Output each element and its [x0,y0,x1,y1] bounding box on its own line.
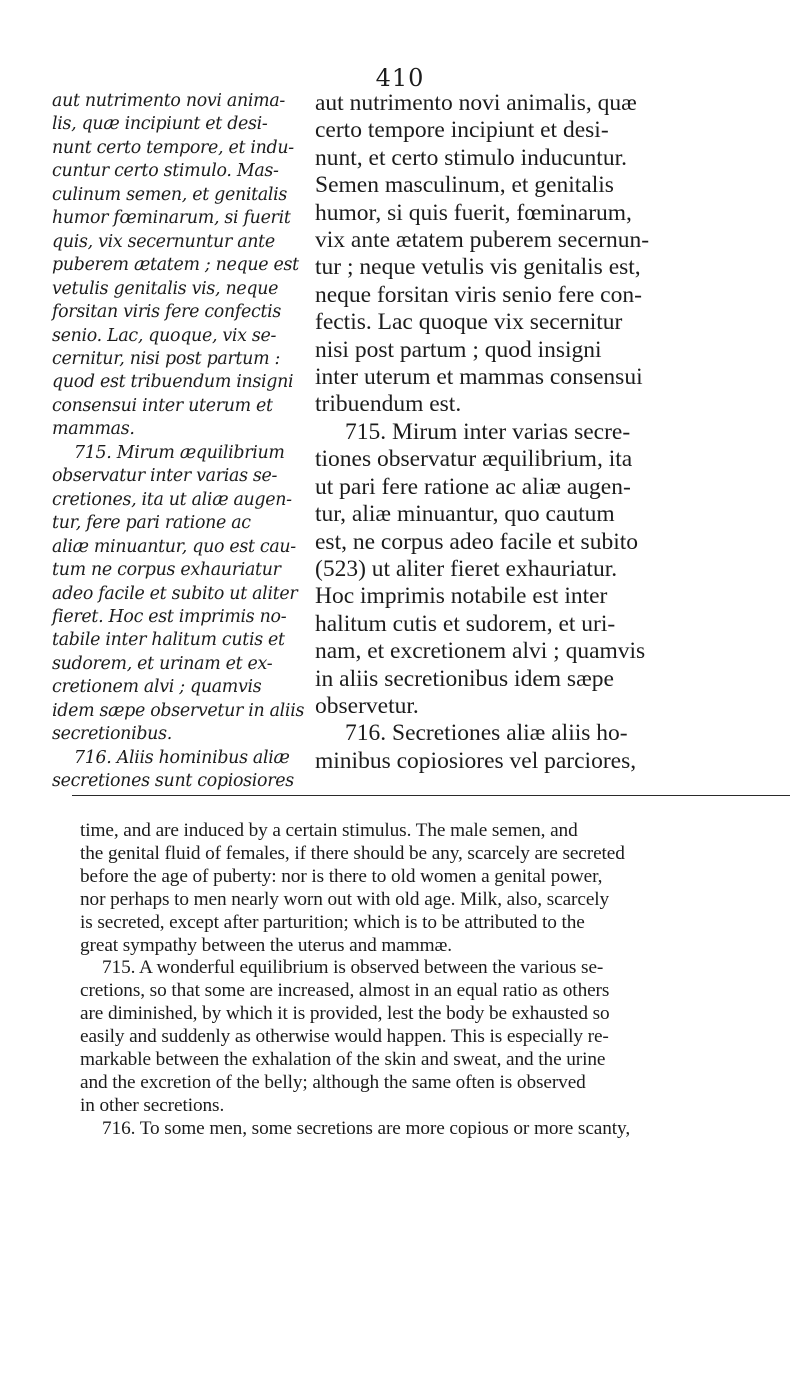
commentary-line: senio. Lac, quoque, vix se- [52,325,277,346]
commentary-line: sudorem, et urinam et ex- [52,653,273,674]
latin-line: halitum cutis et sudorem, et uri- [315,610,616,637]
latin-line: minibus copiosiores vel parciores, [315,747,637,774]
latin-line: tiones observatur æquilibrium, ita [315,446,633,473]
commentary-line: puberem ætatem ; neque est [52,255,299,276]
latin-line: in aliis secretionibus idem sæpe [315,665,614,692]
translation-line: and the excretion of the belly; although the same often is observed [80,1071,586,1093]
translation-line: the genital fluid of females, if there should be any, scarcely are secreted [80,842,625,864]
translation-line: great sympathy between the uterus and mammæ. [80,934,453,956]
latin-line: certo tempore incipiunt et desi- [315,117,609,144]
translation-line: in other secretions. [80,1094,225,1116]
latin-line: Semen masculinum, et genitalis [315,172,614,199]
commentary-line: nunt certo tempore, et indu- [52,137,294,158]
latin-line: observetur. [315,692,419,719]
latin-line: vix ante ætatem puberem secernun- [315,227,650,254]
commentary-line: cuntur certo stimulo. Mas- [52,161,279,182]
commentary-line: observatur inter varias se- [52,466,278,487]
commentary-line: adeo facile et subito ut aliter [52,583,298,604]
commentary-line: tur, fere pari ratione ac [52,513,251,534]
commentary-line: cretionem alvi ; quamvis [52,677,262,698]
latin-line: fectis. Lac quoque vix secernitur [315,309,623,336]
commentary-line: secretiones sunt copiosiores [52,771,294,792]
translation-line: are diminished, by which it is provided, lest the body be exhausted so [80,1003,610,1025]
latin-line: Hoc imprimis notabile est inter [315,583,608,610]
commentary-line: culinum semen, et genitalis [52,184,288,205]
latin-line: tur ; neque vetulis vis genitalis est, [315,254,641,281]
page-number: 410 [375,64,425,92]
commentary-line: aliæ minuantur, quo est cau- [52,536,296,557]
latin-line: nam, et excretionem alvi ; quamvis [315,638,646,665]
translation-line: easily and suddenly as otherwise would happen. This is especially re- [80,1026,609,1048]
commentary-line: mammas. [52,419,135,440]
commentary-line-section-716: 716. Aliis hominibus aliæ [74,747,290,768]
commentary-line: cretiones, ita ut aliæ augen- [52,489,292,510]
latin-line: neque forsitan viris senio fere con- [315,281,642,308]
latin-line: nisi post partum ; quod insigni [315,336,602,363]
commentary-line: forsitan viris fere confectis [52,302,282,323]
commentary-line: tabile inter halitum cutis et [52,630,285,651]
translation-line: cretions, so that some are increased, almost in an equal ratio as others [80,980,610,1002]
commentary-line: quod est tribuendum insigni [52,372,294,393]
latin-text-column [315,90,760,775]
translation-line: before the age of puberty: nor is there to old women a genital power, [80,865,603,887]
commentary-line: cernitur, nisi post partum : [52,348,281,369]
latin-line: humor, si quis fuerit, fœminarum, [315,199,632,226]
commentary-line: lis, quæ incipiunt et desi- [52,114,268,135]
commentary-line: quis, vix secernuntur ante [52,231,275,252]
footnote-divider [72,795,790,796]
commentary-line: secretionibus. [52,724,172,745]
latin-line: nunt, et certo stimulo inducuntur. [315,144,627,171]
translation-line-section-715: 715. A wonderful equilibrium is observed between the various se- [102,957,604,979]
translation-line: nor perhaps to men nearly worn out with old age. Milk, also, scarcely [80,888,610,910]
commentary-line: aut nutrimento novi anima- [52,91,285,111]
commentary-line: vetulis genitalis vis, neque [52,278,279,299]
translation-line-section-716: 716. To some men, some secretions are more copious or more scanty, [102,1117,631,1139]
translation-line: markable between the exhalation of the skin and sweat, and the urine [80,1049,606,1071]
latin-line-section-716: 716. Secretiones aliæ aliis ho- [345,720,628,747]
english-translation [80,820,780,1141]
commentary-line: tum ne corpus exhauriatur [52,560,281,581]
latin-line-section-715: 715. Mirum inter varias secre- [345,418,631,445]
translation-line: time, and are induced by a certain stimulus. The male semen, and [80,820,578,841]
commentary-line: idem sæpe observetur in aliis [52,700,305,721]
commentary-line: consensui inter uterum et [52,395,273,416]
latin-commentary-column [52,90,304,794]
translation-line: is secreted, except after parturition; which is to be attributed to the [80,911,585,933]
latin-line: inter uterum et mammas consensui [315,364,643,391]
latin-line: tribuendum est. [315,391,462,418]
latin-line: aut nutrimento novi animalis, quæ [315,90,637,116]
commentary-line: fieret. Hoc est imprimis no- [52,606,287,627]
commentary-line-section-715: 715. Mirum æquilibrium [74,442,285,463]
latin-line: est, ne corpus adeo facile et subito [315,528,639,555]
latin-line: ut pari fere ratione ac aliæ augen- [315,473,631,500]
latin-line: (523) ut aliter fieret exhauriatur. [315,555,618,582]
commentary-line: humor fœminarum, si fuerit [52,208,291,229]
latin-line: tur, aliæ minuantur, quo cautum [315,501,615,528]
